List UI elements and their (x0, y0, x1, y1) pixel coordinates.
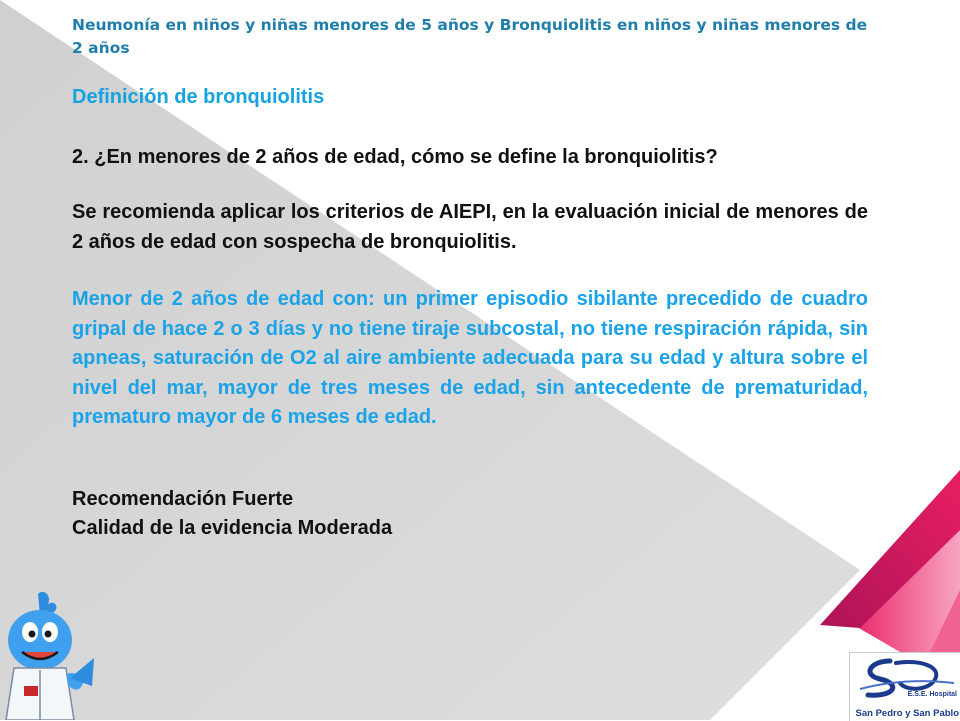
section-title: Definición de bronquiolitis (72, 86, 325, 108)
mascot-illustration (0, 588, 95, 720)
slide-header: Neumonía en niños y niñas menores de 5 años y Bronquiolitis en niños y niñas menores de 2 años (72, 16, 868, 57)
recommendation-grade (72, 485, 868, 543)
question-text: 2. ¿En menores de 2 años de edad, cómo se define la bronquiolitis? (72, 146, 718, 168)
evidence-label: Calidad de la evidencia Moderada (72, 517, 393, 539)
strength-label: Recomendación Fuerte (72, 488, 294, 510)
criteria-text: Menor de 2 años de edad con: un primer episodio sibilante precedido de cuadro gripal de hace 2 o 3 días y no tiene tiraje subcostal, no tiene respiración rápida, sin apneas, saturación de O2 al aire ambiente adecuada para su edad y altura sobre el nivel del mar, mayor de tres meses de edad, sin antecedente de prematuridad, prematuro mayor de 6 meses de edad. (72, 288, 868, 428)
mascot-head (8, 610, 72, 670)
logo-text-name: San Pedro y San Pablo (855, 708, 959, 719)
logo-text-ese: E.S.E. Hospital (907, 691, 957, 698)
hospital-logo (849, 652, 960, 721)
recommendation-text: Se recomienda aplicar los criterios de AIEPI, en la evaluación inicial de menores de 2 años de edad con sospecha de bronquiolitis. (72, 201, 868, 253)
mascot-badge (24, 686, 38, 696)
